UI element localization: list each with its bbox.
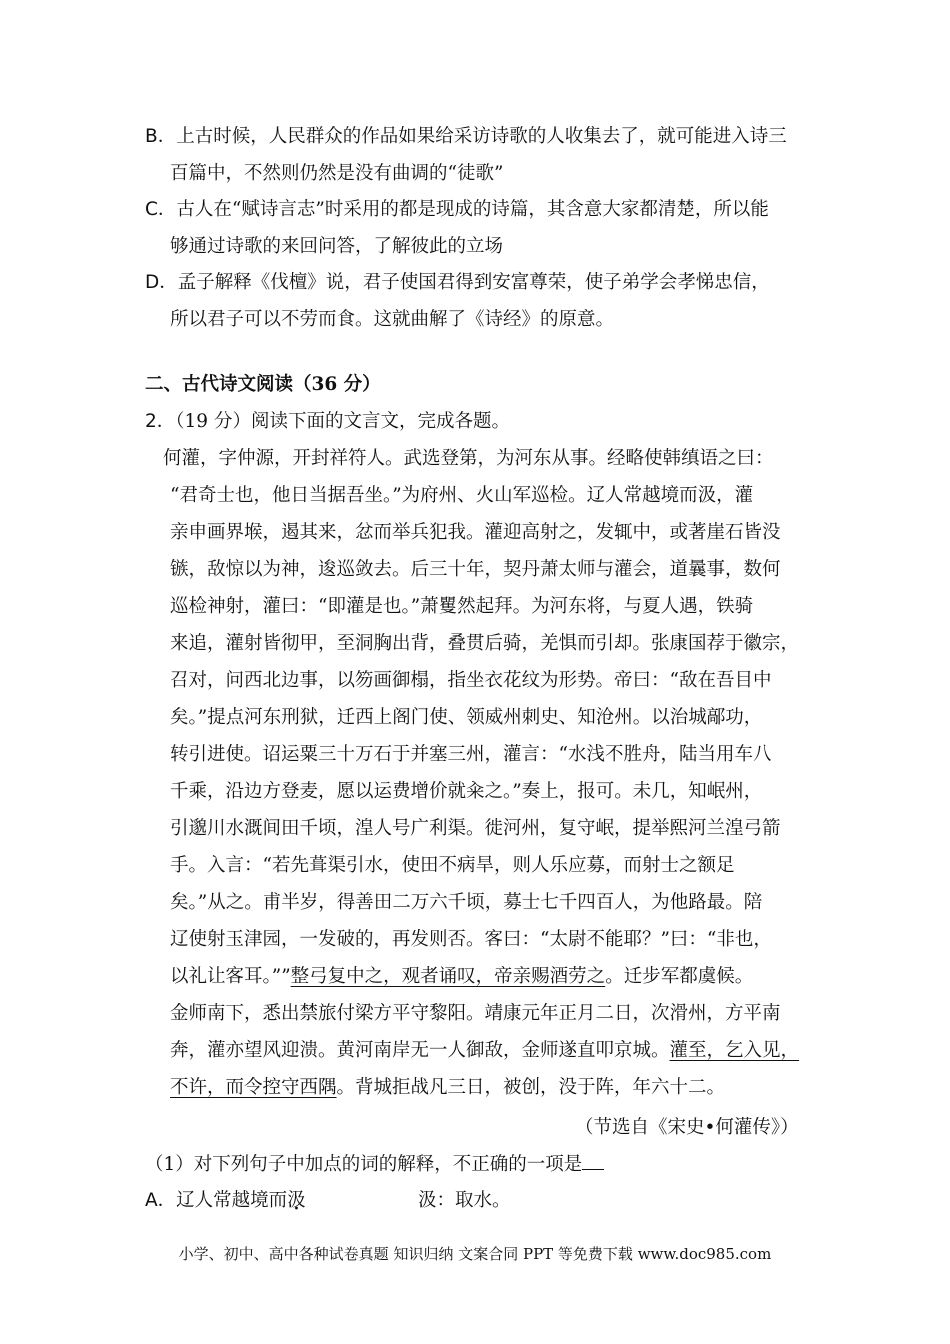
option-a-gloss: 汲：取水。 bbox=[418, 1190, 511, 1211]
page-footer: 小学、初中、高中各种试卷真题 知识归纳 文案合同 PPT 等免费下载 www.doc985.com bbox=[178, 1245, 772, 1263]
answer-blank bbox=[582, 1151, 604, 1170]
dotted-word: 汲 bbox=[287, 1190, 306, 1211]
passage-line: 转引进使。诏运粟三十万石于并塞三州，灌言：“水浅不胜舟，陆当用车八 bbox=[170, 744, 772, 765]
section-title: 二、古代诗文阅读（36 分） bbox=[145, 374, 381, 395]
option-b-text-1: 上古时候，人民群众的作品如果给采访诗歌的人收集去了，就可能进入诗三 bbox=[176, 126, 787, 147]
passage-line: 引邈川水溉间田千顷，湟人号广利渠。徙河州，复守岷，提举熙河兰湟弓箭 bbox=[170, 818, 781, 839]
option-c-letter: C． bbox=[145, 199, 177, 220]
passage-line bbox=[170, 1075, 725, 1101]
subquestion-1 bbox=[145, 1151, 604, 1178]
passage-source: （节选自《宋史•何灌传》） bbox=[575, 1117, 799, 1138]
passage-line: 矣。”提点河东刑狱，迁西上阁门使、领威州刺史、知沧州。以治城鄗功， bbox=[170, 707, 763, 728]
underlined-sentence-2b: 不许，而令控守西隅 bbox=[170, 1077, 337, 1098]
passage-line: 何灌，字仲源，开封祥符人。武选登第，为河东从事。经略使韩缜语之曰： bbox=[163, 448, 774, 469]
passage-line bbox=[170, 1038, 799, 1064]
option-b-letter: B． bbox=[145, 126, 177, 147]
option-d-text-1: 孟子解释《伐檀》说，君子使国君得到安富尊荣，使子弟学会孝悌忠信， bbox=[177, 272, 770, 293]
option-a-sentence: 辽人常越境而 bbox=[176, 1190, 288, 1211]
passage-line: “君奇士也，他日当据吾坐。”为府州、火山军巡检。辽人常越境而汲，灌 bbox=[170, 485, 754, 506]
passage-line bbox=[170, 964, 753, 990]
passage-line: 矣。”从之。甫半岁，得善田二万六千顷，募士七千四百人，为他路最。陪 bbox=[170, 892, 763, 913]
option-c-text-1: 古人在“赋诗言志”时采用的都是现成的诗篇，其含意大家都清楚，所以能 bbox=[176, 199, 769, 220]
subquestion-1-text: （1）对下列句子中加点的词的解释，不正确的一项是 bbox=[145, 1154, 583, 1175]
passage-line: 来追，灌射皆彻甲，至洞胸出背，叠贯后骑，羌惧而引却。张康国荐于徽宗， bbox=[170, 633, 800, 654]
passage-line: 金师南下，悉出禁旅付梁方平守黎阳。靖康元年正月二日，次滑州，方平南 bbox=[170, 1003, 781, 1024]
passage-line: 亲申画界堠，遏其来，忿而举兵犯我。灌迎高射之，发辄中，或著崖石皆没 bbox=[170, 522, 781, 543]
option-b-line2: 百篇中，不然则仍然是没有曲调的“徒歌” bbox=[170, 163, 504, 184]
option-c-line1 bbox=[145, 197, 769, 223]
passage-text: 以礼让客耳。”” bbox=[170, 966, 291, 987]
option-d-line2: 所以君子可以不劳而食。这就曲解了《诗经》的原意。 bbox=[170, 309, 615, 330]
passage-text: 。迁步军都虞候。 bbox=[605, 966, 754, 987]
question-2-number: 2． bbox=[145, 411, 176, 432]
underlined-sentence-2a: 灌至，乞入见， bbox=[669, 1040, 800, 1061]
passage-line: 手。入言：“若先葺渠引水，使田不病旱，则人乐应募，而射士之额足 bbox=[170, 855, 735, 876]
passage-line: 巡检神射，灌曰：“即灌是也。”萧矍然起拜。为河东将，与夏人遇，铁骑 bbox=[170, 596, 754, 617]
passage-line: 辽使射玉津园，一发破的，再发则否。客曰：“太尉不能耶？”曰：“非也， bbox=[170, 929, 772, 950]
passage-text: 奔，灌亦望风迎溃。黄河南岸无一人御敌，金师遂直叩京城。 bbox=[170, 1040, 670, 1061]
option-b-line1 bbox=[145, 124, 787, 150]
passage-line: 镞，敌惊以为神，逡巡敛去。后三十年，契丹萧太师与灌会，道曩事，数何 bbox=[170, 559, 781, 580]
option-a-letter: A． bbox=[145, 1190, 177, 1211]
question-2-header bbox=[145, 409, 510, 435]
option-d-line1 bbox=[145, 270, 770, 296]
passage-line: 召对，问西北边事，以笏画御榻，指坐衣花纹为形势。帝曰：“敌在吾目中 bbox=[170, 670, 772, 691]
passage-text: 。背城拒战凡三日，被创，没于阵，年六十二。 bbox=[336, 1077, 726, 1098]
option-d-letter: D． bbox=[145, 272, 178, 293]
option-a-line bbox=[145, 1188, 306, 1214]
question-2-intro: （19 分）阅读下面的文言文，完成各题。 bbox=[175, 411, 510, 432]
passage-line: 千乘，沿边方登麦，愿以运费增价就籴之。”奏上，报可。未几，知岷州， bbox=[170, 781, 763, 802]
option-c-line2: 够通过诗歌的来回问答，了解彼此的立场 bbox=[170, 236, 504, 257]
underlined-sentence-1: 整弓复中之，观者诵叹，帝亲赐酒劳之 bbox=[290, 966, 606, 987]
